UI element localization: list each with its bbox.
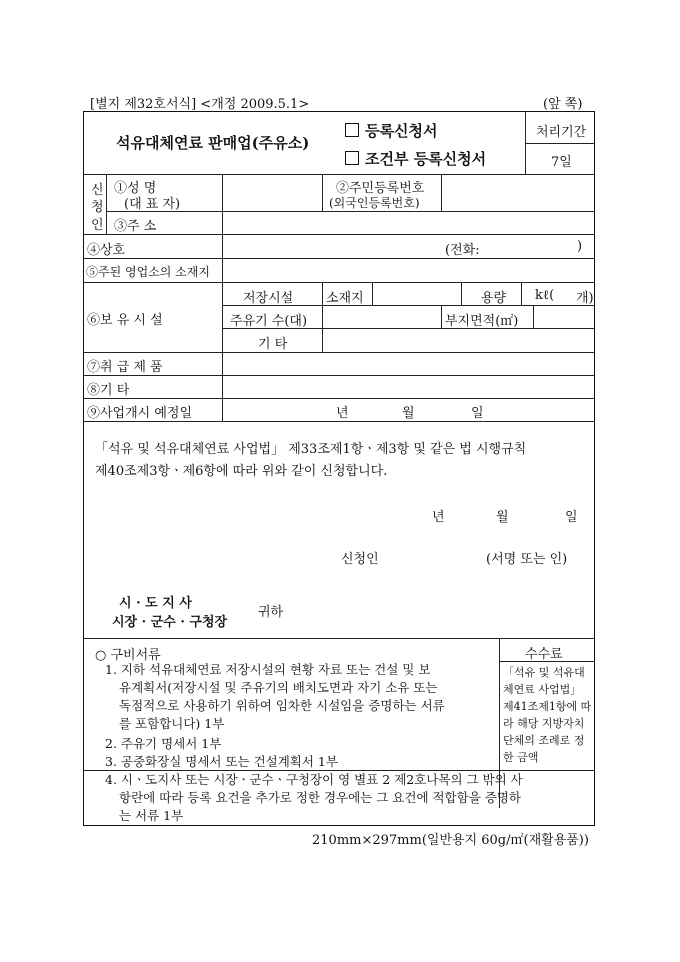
applicant-signature-label: 신청인 [341,552,379,567]
site-area-label: 부지면적(㎡) [445,314,519,329]
applicant-label-2: 청 [91,200,104,215]
start-date-label: ⑨사업개시 예정일 [87,406,193,421]
document-item-1: 1. 지하 석유대체연료 저장시설의 현황 자료 또는 건설 및 보 유계획서(저장시설 및 주유기의 배치도면과 자기 소유 또는 독점적으로 사용하기 위하여 임차한 시설임을 증명하는 서류 를 포함합니다) 1부 [105,662,445,731]
storage-location-field[interactable] [373,283,460,304]
trade-name-label: ④상호 [87,243,126,258]
start-date-month: 월 [402,406,415,421]
foreigner-id-label: (외국인등록번호) [329,196,420,210]
site-area-field[interactable] [534,306,593,327]
fee-description: 「석유 및 석유대 체연료 사업법」 제41조제1항에 따 라 해당 지방자치 단체의 조례로 정 한 금액 [503,666,592,764]
document-item-2: 2. 주유기 명세서 1부 [105,736,222,751]
other-label: ⑧기 타 [87,383,130,398]
paper-spec: 210mm×297mm(일반용지 60g/㎡(재활용품)) [312,833,589,848]
option-registration[interactable]: 등록신청서 [345,120,437,141]
address-label: ③주 소 [114,219,157,234]
form-number: [별지 제32호서식] <개정 2009.5.1> [90,97,310,112]
products-field[interactable] [223,353,593,374]
required-documents-heading: ○ 구비서류 [95,648,161,663]
declaration-line-1: 「석유 및 석유대체연료 사업법」 제33조제1항ㆍ제3항 및 같은 법 시행규칙 [95,442,527,457]
facilities-label: ⑥보 유 시 설 [87,313,163,328]
id-number-field[interactable] [442,175,593,210]
checkbox-conditional[interactable] [345,151,359,165]
declaration-line-2: 제40조제3항ㆍ제6항에 따라 위와 같이 신청합니다. [95,464,388,479]
processing-period-value: 7일 [551,155,572,170]
sign-or-seal: (서명 또는 인) [486,552,568,567]
location-field[interactable] [223,259,593,281]
fee-label: 수수료 [525,647,563,662]
dispensers-field[interactable] [323,306,440,327]
applicant-signature-field[interactable] [395,544,480,566]
recipient-honorific: 귀하 [258,605,284,620]
declaration-month: 월 [496,510,509,525]
phone-label: (전화: [445,243,480,258]
storage-label: 저장시설 [243,291,294,306]
other-facilities-label: 기 타 [258,337,288,352]
recipient-mayor: 시장 · 군수 · 구청장 [112,615,228,630]
capacity-label: 용량 [481,291,507,306]
count-unit: 개) [576,291,594,306]
name-label: ①성 명 [114,181,157,196]
other-facilities-field[interactable] [323,329,593,351]
id-number-label: ②주민등록번호 [336,181,425,196]
address-field[interactable] [223,212,593,233]
phone-close: ) [577,239,583,254]
document-item-3: 3. 공중화장실 명세서 또는 건설계획서 1부 [105,754,338,769]
capacity-unit: kℓ( [535,288,555,303]
option-conditional-registration[interactable]: 조건부 등록신청서 [345,148,486,169]
checkbox-registration[interactable] [345,123,359,137]
start-date-field[interactable] [223,399,593,420]
start-date-year: 년 [336,406,349,421]
document-item-4: 4. 시ㆍ도지사 또는 시장ㆍ군수ㆍ구청장이 영 별표 2 제2호나목의 그 밖의 사 항란에 따라 등록 요건을 추가로 정한 경우에는 그 요건에 적합함을 증명하 는 서류 1부 [105,772,523,823]
applicant-label-1: 신 [91,183,104,198]
dispensers-label: 주유기 수(대) [230,314,308,329]
start-date-day: 일 [471,406,484,421]
declaration-day: 일 [565,510,578,525]
name-field[interactable] [223,175,321,210]
products-label: ⑦취 급 제 품 [87,360,163,375]
processing-period-label: 처리기간 [536,125,587,140]
declaration-year: 년 [432,510,445,525]
applicant-label-3: 인 [91,218,104,233]
other-field[interactable] [223,376,593,397]
page-side: (앞 쪽) [543,97,583,112]
form-title: 석유대체연료 판매업(주유소) [116,134,310,152]
recipient-governor: 시 · 도 지 사 [119,596,192,611]
storage-location-label: 소재지 [326,291,364,306]
trade-name-field[interactable] [223,235,433,257]
location-label: ⑤주된 영업소의 소재지 [86,265,210,279]
representative-label: (대 표 자) [124,197,181,212]
